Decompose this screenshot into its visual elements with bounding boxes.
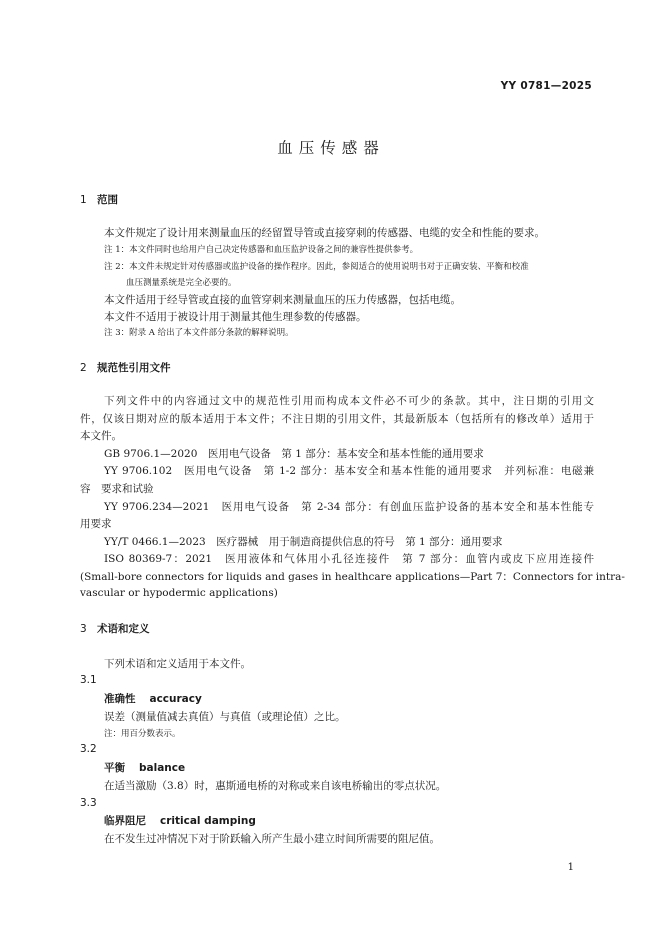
reference-item: YY 9706.234—2021 医用电气设备 第 2-34 部分：有创血压监护设备的基本安全和基本性能专 [104, 501, 594, 513]
section-heading-scope: 1 范围 [80, 194, 118, 206]
reference-item-continuation: vascular or hypodermic applications) [80, 587, 278, 599]
page-number: 1 [567, 862, 574, 873]
term-definition: 在不发生过冲情况下对于阶跃输入所产生最小建立时间所需要的阻尼值。 [104, 833, 440, 845]
reference-item: YY 9706.102 医用电气设备 第 1-2 部分：基本安全和基本性能的通用要求 并列标准：电磁兼 [104, 465, 594, 477]
document-title: 血压传感器 [277, 139, 385, 157]
term-title: 准确性 accuracy [104, 693, 202, 705]
paragraph: 本文件不适用于被设计用于测量其他生理参数的传感器。 [104, 311, 367, 323]
section-heading-normative-references: 2 规范性引用文件 [80, 362, 171, 374]
term-definition: 在适当激励（3.8）时，惠斯通电桥的对称或来自该电桥输出的零点状况。 [104, 780, 447, 792]
paragraph: 本文件规定了设计用来测量血压的经留置导管或直接穿刺的传感器、电缆的安全和性能的要求。 [104, 227, 545, 239]
note: 注 2：本文件未规定针对传感器或监护设备的操作程序。因此，参阅适合的使用说明书对于正确安装、平衡和校准 [104, 262, 529, 272]
paragraph: 下列文件中的内容通过文中的规范性引用而构成本文件必不可少的条款。其中，注日期的引用文 [104, 395, 594, 407]
reference-item-continuation: 用要求 [80, 518, 112, 530]
term-title: 临界阻尼 critical damping [104, 815, 256, 827]
section-heading-terms: 3 术语和定义 [80, 623, 150, 635]
paragraph-continuation: 件，仅该日期对应的版本适用于本文件；不注日期的引用文件，其最新版本（包括所有的修改单）适用于 [80, 413, 594, 425]
reference-item: GB 9706.1—2020 医用电气设备 第 1 部分：基本安全和基本性能的通用要求 [104, 448, 484, 460]
paragraph-continuation: 本文件。 [80, 430, 122, 442]
paragraph: 下列术语和定义适用于本文件。 [104, 658, 251, 670]
term-title: 平衡 balance [104, 762, 186, 774]
reference-item-continuation: (Small-bore connectors for liquids and gases in healthcare applications—Part 7：Connectors for intra- [80, 571, 625, 583]
term-definition: 误差（测量值减去真值）与真值（或理论值）之比。 [104, 711, 346, 723]
note: 注 3：附录 A 给出了本文件部分条款的解释说明。 [104, 328, 294, 338]
term-number: 3.1 [80, 674, 97, 686]
term-number: 3.2 [80, 743, 97, 755]
term-number: 3.3 [80, 797, 97, 809]
paragraph: 本文件适用于经导管或直接的血管穿刺来测量血压的压力传感器，包括电缆。 [104, 294, 461, 306]
reference-item: ISO 80369-7：2021 医用液体和气体用小孔径连接件 第 7 部分：血管内或皮下应用连接件 [104, 553, 594, 565]
note: 注：用百分数表示。 [104, 729, 181, 739]
note-continuation: 血压测量系统是完全必要的。 [126, 278, 237, 288]
note: 注 1：本文件同时也给用户自己决定传感器和血压监护设备之间的兼容性提供参考。 [104, 245, 419, 255]
reference-item-continuation: 容 要求和试验 [80, 483, 154, 495]
standard-number: YY 0781—2025 [500, 80, 592, 92]
reference-item: YY/T 0466.1—2023 医疗器械 用于制造商提供信息的符号 第 1 部分：通用要求 [104, 536, 503, 548]
